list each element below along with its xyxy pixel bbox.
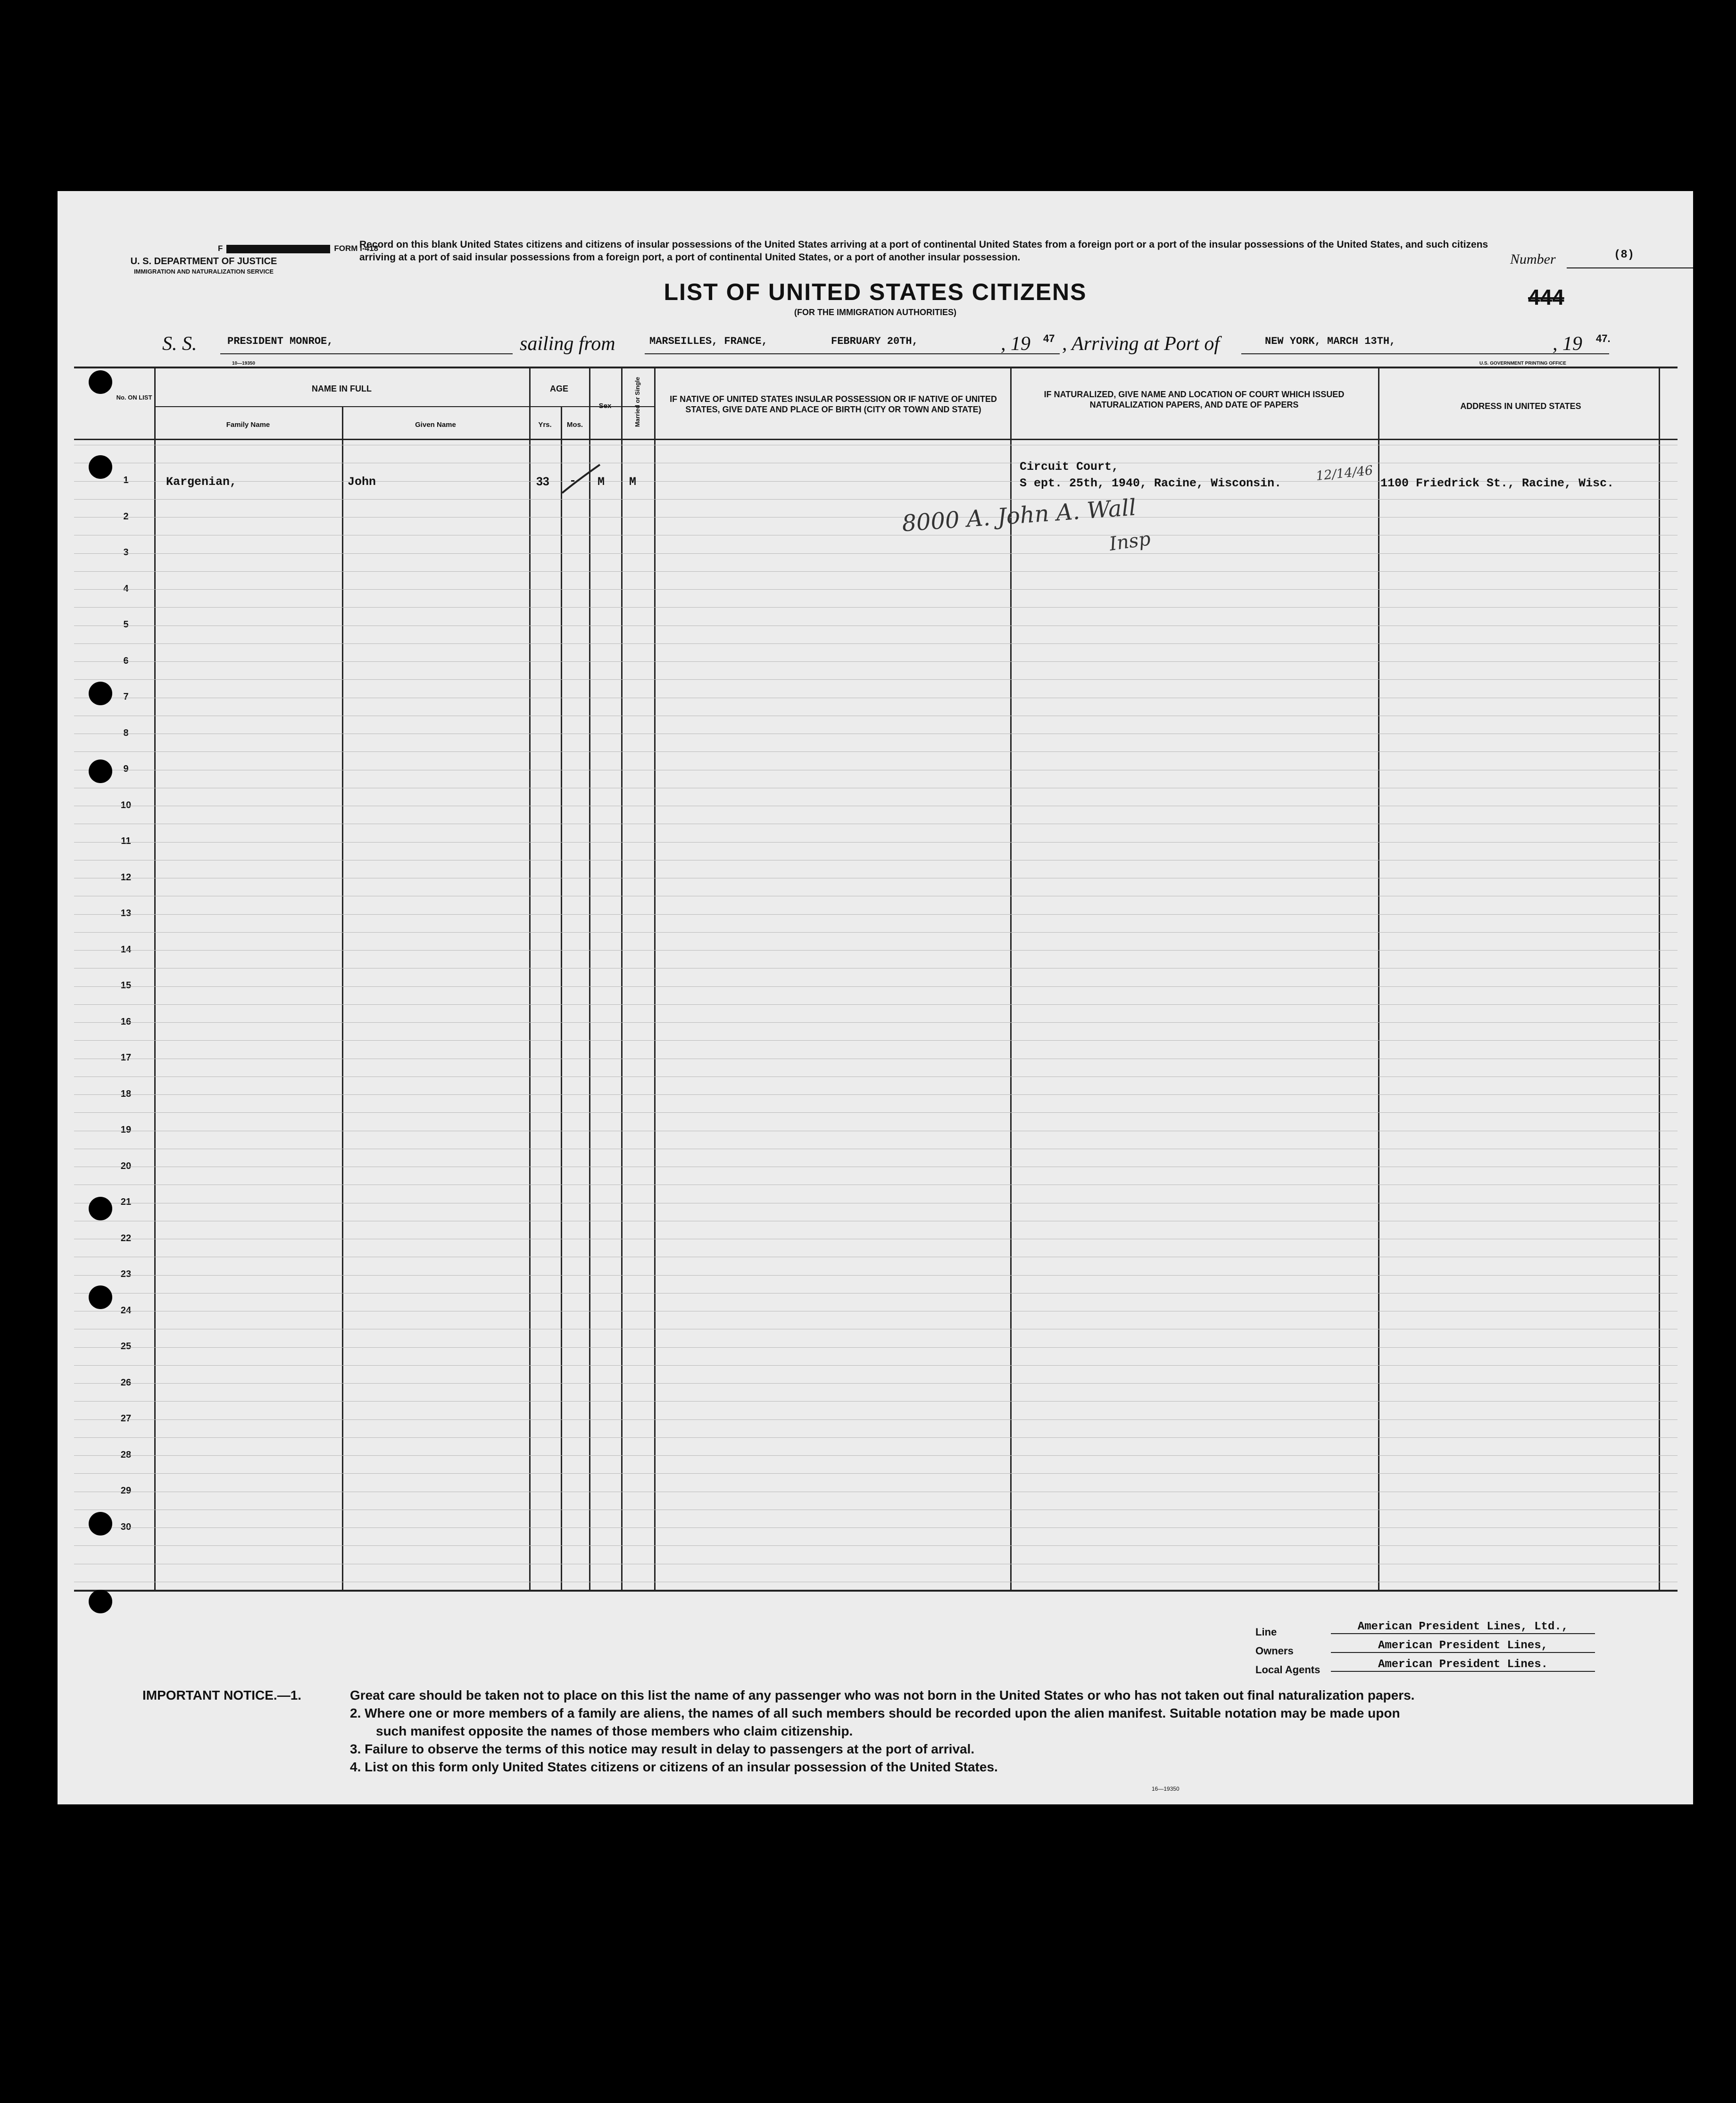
entry-family-name: Kargenian, [166, 475, 237, 489]
binder-hole [89, 682, 112, 705]
col-header-native: IF NATIVE OF UNITED STATES INSULAR POSSESSION OR IF NATIVE OF UNITED STATES, GIVE DATE AND PLACE OF BIRTH (CITY OR TOWN AND STATE) [670, 394, 997, 414]
number-value: (8) [1614, 249, 1635, 261]
notice-lead: IMPORTANT NOTICE.—1. [142, 1688, 302, 1702]
handwritten-annotation: 8000 A. John A. Wall [901, 494, 1137, 537]
subheader-rule [154, 406, 654, 407]
important-notice [142, 1686, 1414, 1776]
row-rule [74, 571, 1678, 572]
line-value: American President Lines, Ltd., [1331, 1620, 1595, 1634]
row-number: 18 [120, 1088, 132, 1099]
row-number: 1 [123, 475, 129, 485]
row-rule [74, 1401, 1678, 1402]
row-number: 4 [123, 583, 129, 594]
row-number: 23 [120, 1269, 132, 1279]
row-rule [74, 1455, 1678, 1456]
binder-hole [89, 759, 112, 783]
row-rule [74, 643, 1678, 644]
entry-handwritten-date: 12/14/46 [1315, 463, 1374, 484]
year-prefix-2: , 19 [1553, 333, 1582, 355]
col-header-naturalized: IF NATURALIZED, GIVE NAME AND LOCATION OF COURT WHICH ISSUED NATURALIZATION PAPERS, AND DATE OF PAPERS [1044, 390, 1345, 409]
col-header-sex: Sex [598, 402, 612, 410]
service-name: IMMIGRATION AND NATURALIZATION SERVICE [133, 268, 274, 275]
row-rule [74, 499, 1678, 500]
row-rule [74, 1275, 1678, 1276]
arrival-port: NEW YORK, MARCH 13TH, [1265, 335, 1396, 347]
notice-item-3: 3. Failure to observe the terms of this notice may result in delay to passengers at the port of arrival. [350, 1742, 975, 1756]
line-label: Line [1255, 1626, 1277, 1638]
entry-married: M [629, 475, 637, 489]
ship-name: PRESIDENT MONROE, [227, 335, 333, 347]
notice-item-2b: such manifest opposite the names of those members who claim citizenship. [376, 1724, 853, 1738]
row-number: 6 [123, 655, 129, 666]
row-rule [74, 932, 1678, 933]
row-number: 3 [123, 547, 129, 558]
row-rule [74, 842, 1678, 843]
binder-hole [89, 1512, 112, 1536]
row-rule [74, 1545, 1678, 1546]
col-divider [1010, 368, 1012, 1590]
row-number: 21 [120, 1197, 132, 1207]
row-number: 19 [120, 1125, 132, 1135]
col-header-yrs: Yrs. [538, 421, 552, 429]
form-code: 16—19350 [1152, 1786, 1179, 1792]
row-rule [74, 679, 1678, 680]
row-rule [74, 914, 1678, 915]
row-number: 12 [120, 872, 132, 883]
ss-label: S. S. [162, 333, 197, 355]
notice-item-2a: 2. Where one or more members of a family are aliens, the names of all such members should be recorded upon the alien manifest. Suitable notation may be made upon [350, 1706, 1400, 1720]
sail-year: 47 [1043, 333, 1055, 344]
entry-given-name: John [348, 475, 376, 489]
col-header-age: AGE [549, 384, 568, 393]
binder-hole [89, 1197, 112, 1220]
row-number: 27 [120, 1413, 132, 1424]
row-rule [74, 1365, 1678, 1366]
printer-imprint: U.S. GOVERNMENT PRINTING OFFICE [1479, 361, 1566, 366]
arrival-year: 47. [1596, 333, 1611, 344]
notice-item-1: Great care should be taken not to place on this list the name of any passenger who was not born in the United States or who has not taken out final naturalization papers. [350, 1688, 1415, 1702]
row-number: 24 [120, 1305, 132, 1316]
row-rule [74, 1040, 1678, 1041]
row-number: 28 [120, 1449, 132, 1460]
row-rule [74, 1094, 1678, 1095]
row-rule [74, 589, 1678, 590]
col-divider [529, 368, 531, 1590]
page-subtitle: (FOR THE IMMIGRATION AUTHORITIES) [794, 308, 956, 317]
row-rule [74, 1527, 1678, 1528]
row-rule [74, 950, 1678, 951]
row-number: 22 [120, 1233, 132, 1243]
binder-hole [89, 455, 112, 479]
col-header-address: ADDRESS IN UNITED STATES [1460, 401, 1581, 411]
number-label: Number [1510, 251, 1556, 267]
col-header-married: Married or Single [634, 376, 641, 427]
col-divider [154, 368, 156, 1590]
page-number: 444 [1528, 285, 1564, 309]
row-rule [74, 1473, 1678, 1474]
row-number: 2 [123, 511, 129, 522]
header-rule [74, 439, 1678, 440]
row-rule [74, 1347, 1678, 1348]
row-rule [74, 986, 1678, 987]
sailing-line [645, 353, 1060, 354]
row-number: 5 [123, 619, 129, 630]
row-number: 15 [120, 980, 132, 991]
number-line [1567, 267, 1693, 268]
entry-court-line2: S ept. 25th, 1940, Racine, Wisconsin. [1020, 476, 1282, 490]
col-divider [561, 406, 562, 1590]
sailing-label: sailing from [520, 333, 615, 355]
row-rule [74, 661, 1678, 662]
row-rule [74, 1437, 1678, 1438]
row-number: 26 [120, 1377, 132, 1388]
row-rule [74, 1004, 1678, 1005]
row-rule [74, 1383, 1678, 1384]
notice-item-4: 4. List on this form only United States citizens or citizens of an insular possession of the United States. [350, 1760, 998, 1774]
col-divider [621, 368, 623, 1590]
row-number: 30 [120, 1521, 132, 1532]
col-header-family: Family Name [226, 421, 270, 429]
arriving-label: , Arriving at Port of [1062, 333, 1220, 355]
row-number: 29 [120, 1485, 132, 1496]
row-number: 14 [120, 944, 132, 955]
binder-hole [89, 1590, 112, 1613]
row-rule [74, 1112, 1678, 1113]
row-rule [74, 607, 1678, 608]
department-block [105, 256, 303, 277]
row-number: 17 [120, 1052, 132, 1063]
row-number: 16 [120, 1016, 132, 1027]
col-header-given: Given Name [415, 421, 456, 429]
department-name: U. S. DEPARTMENT OF JUSTICE [130, 256, 277, 267]
form-prefix: F [218, 244, 223, 253]
row-rule [74, 553, 1678, 554]
entry-age-mos: - [569, 474, 577, 488]
row-number: 10 [120, 800, 132, 810]
agents-label: Local Agents [1255, 1664, 1321, 1676]
col-divider [589, 368, 590, 1590]
entry-sex: M [598, 475, 605, 489]
handwritten-initials: Insp [1108, 528, 1152, 555]
col-header-mos: Mos. [566, 421, 583, 429]
row-number: 13 [120, 908, 132, 918]
binder-hole [89, 1285, 112, 1309]
entry-age-yrs: 33 [536, 475, 549, 488]
row-number: 9 [123, 764, 129, 774]
entry-address: 1100 Friedrick St., Racine, Wisc. [1380, 476, 1614, 490]
row-rule [74, 751, 1678, 752]
col-divider [342, 406, 343, 1590]
col-divider [1378, 368, 1379, 1590]
col-divider [1659, 368, 1660, 1590]
redaction-bar [226, 245, 330, 253]
agents-value: American President Lines. [1331, 1658, 1595, 1672]
ditto-slash-mark [557, 460, 614, 498]
owners-value: American President Lines, [1331, 1639, 1595, 1653]
ship-line [220, 353, 513, 354]
row-rule [74, 1419, 1678, 1420]
instructions-text: Record on this blank United States citizens and citizens of insular possessions of the United States arriving at a port of continental United States from a foreign port or a port of the insular possessions of the United States, and such citizens arriving at a port of said insular possessions from a foreign port, a port of continental United States, or a port of another insular possession. [359, 239, 1488, 263]
row-number: 8 [123, 727, 129, 738]
form-number-text: FORM I-418 [334, 244, 378, 253]
row-rule [74, 1293, 1678, 1294]
row-number: 20 [120, 1160, 132, 1171]
col-header-no: No. ON LIST [116, 394, 152, 401]
print-code: 10—19350 [232, 361, 255, 366]
binder-hole [89, 370, 112, 394]
row-number: 25 [120, 1341, 132, 1352]
row-number: 7 [123, 692, 129, 702]
manifest-page [58, 191, 1693, 1804]
row-number: 11 [121, 836, 131, 846]
col-header-name: NAME IN FULL [312, 384, 372, 393]
table-bottom-border [74, 1590, 1678, 1592]
table-top-border [74, 367, 1678, 368]
sail-date: FEBRUARY 20TH, [831, 335, 918, 347]
form-number [218, 244, 378, 253]
page-title: LIST OF UNITED STATES CITIZENS [664, 279, 1087, 305]
owners-label: Owners [1255, 1645, 1294, 1657]
col-divider [654, 368, 656, 1590]
sailing-from: MARSEILLES, FRANCE, [649, 335, 768, 347]
year-prefix-1: , 19 [1001, 333, 1030, 355]
row-rule [74, 1022, 1678, 1023]
entry-court-line1: Circuit Court, [1020, 460, 1119, 474]
